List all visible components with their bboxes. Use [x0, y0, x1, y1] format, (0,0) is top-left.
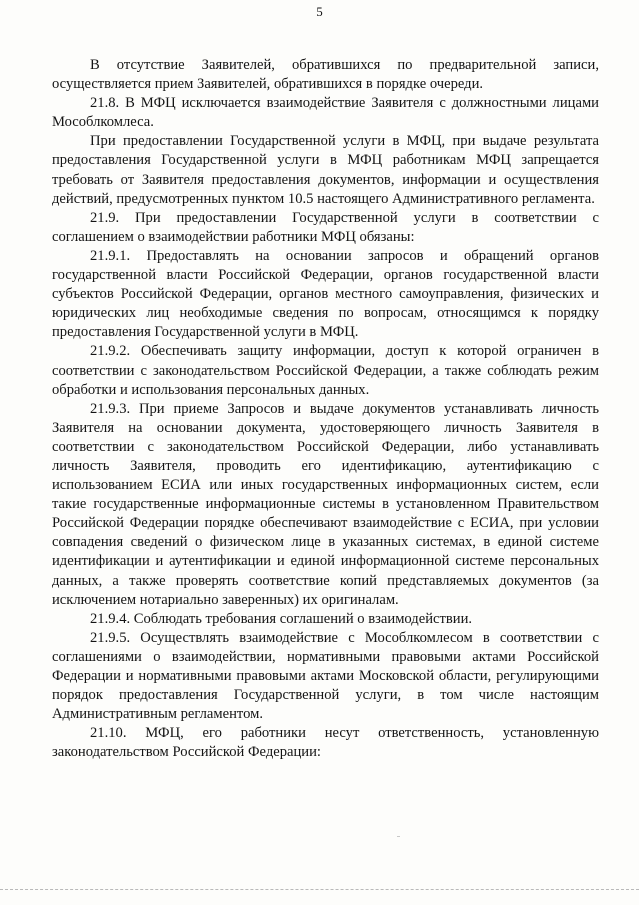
scan-artifact [397, 836, 400, 837]
paragraph-21-9-2: 21.9.2. Обеспечивать защиту информации, доступ к которой ограничен в соответствии с законодательством Российской Федерации, а также соблюдать режим обработки и использования персональных данных. [52, 343, 599, 398]
paragraph-21-9-5: 21.9.5. Осуществлять взаимодействие с Мособлкомлесом в соответствии с соглашениями о взаимодействии, нормативными правовыми актами Российской Федерации и нормативными правовыми актами Московской области, регулирующими порядок предоставления Государственной услуги, в том числе настоящим Административным регламентом. [52, 629, 599, 723]
paragraph-21-8: 21.8. В МФЦ исключается взаимодействие Заявителя с должностными лицами Мособлкомлеса. [52, 95, 599, 131]
document-body [52, 56, 599, 762]
page-bottom-edge [0, 889, 639, 890]
paragraph-21-9-3: 21.9.3. При приеме Запросов и выдаче документов устанавливать личность Заявителя на основании документа, удостоверяющего личность Заявителя в соответствии с законодательством Российской Федерации, либо устанавливать личность Заявителя, проводить его идентификацию, аутентификацию с использованием ЕСИА или иных государственных информационных систем, если такие государственные информационные системы в установленном Правительством Российской Федерации порядке обеспечивают взаимодействие с ЕСИА, при условии совпадения сведений о физическом лице в указанных системах, в единой системе идентификации и аутентификации и единой информационной системе персональных данных, а также проверять соответствие копий представляемых документов (за исключением нотариально заверенных) их оригиналам. [52, 400, 599, 608]
paragraph-21-9-1: 21.9.1. Предоставлять на основании запросов и обращений органов государственной власти Российской Федерации, органов государственной власти субъектов Российской Федерации, органов местного самоуправления, физических и юридических лиц необходимые сведения по вопросам, относящимся к порядку предоставления Государственной услуги в МФЦ. [52, 247, 599, 341]
paragraph-21-9: 21.9. При предоставлении Государственной услуги в соответствии с соглашением о взаимодействии работники МФЦ обязаны: [52, 209, 599, 245]
paragraph-21-10: 21.10. МФЦ, его работники несут ответственность, установленную законодательством Российской Федерации: [52, 725, 599, 761]
paragraph-reception-order: В отсутствие Заявителей, обратившихся по предварительной записи, осуществляется прием Заявителей, обратившихся в порядке очереди. [52, 57, 599, 93]
paragraph-21-9-4: 21.9.4. Соблюдать требования соглашений о взаимодействии. [90, 610, 473, 627]
page-number: 5 [316, 4, 323, 19]
paragraph-mfc-prohibition: При предоставлении Государственной услуги в МФЦ, при выдаче результата предоставления Государственной услуги в МФЦ работникам МФЦ запрещается требовать от Заявителя предоставления документов, информации и осуществления действий, предусмотренных пунктом 10.5 настоящего Административного регламента. [52, 133, 599, 207]
